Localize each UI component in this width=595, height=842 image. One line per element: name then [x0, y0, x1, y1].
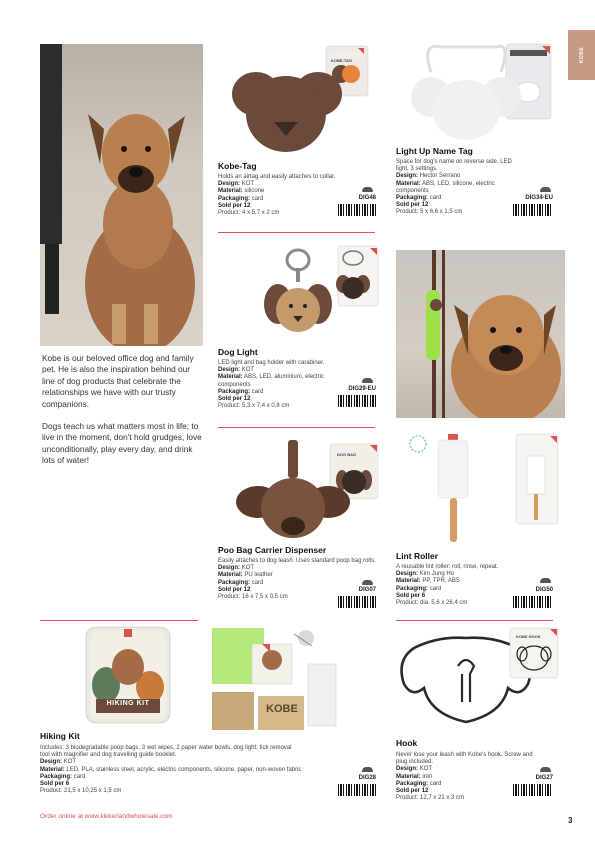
section-divider — [218, 232, 375, 233]
product-code: DIG29-EU — [348, 386, 376, 392]
barcode — [338, 204, 378, 216]
product-details: Easily attaches to dog leash. Uses standard poop bag rolls. Design: KOT Material: PU leather Packaging: card Sold per 12 Product: 16 x 7,5 x 0,5 cm — [218, 558, 376, 601]
product-title: Light Up Name Tag — [396, 146, 473, 156]
lint-roller-image — [396, 432, 561, 547]
intro-paragraph-2: Dogs teach us what matters most in life; to live in the moment, don't hold grudges, love unconditionally, play every day, and drink lots of water! — [42, 421, 202, 466]
barcode — [338, 395, 378, 407]
light-up-name-tag-image — [396, 42, 556, 142]
footer-order-link[interactable]: Order online at www.kikkerlandwholesale.com — [40, 813, 173, 820]
product-title: Hiking Kit — [40, 731, 80, 741]
package-label: KOBE — [266, 703, 298, 715]
shipping-icon — [362, 378, 373, 383]
product-code: DIG27 — [535, 775, 553, 781]
barcode — [338, 596, 378, 608]
product-title: Lint Roller — [396, 551, 439, 561]
kobe-hero-photo — [40, 44, 203, 346]
product-details: Never lose your leash with Kobe's hook. Screw and plug included. Design: KOT Material: iron Packaging: card Sold per 12 Product: 12,7 x 21 x 3 cm — [396, 752, 533, 802]
shipping-icon — [362, 767, 373, 772]
hiking-kit-contents-image — [208, 622, 373, 734]
product-details: LED light and bag holder with carabiner. Design: KOT Material: ABS, LED, aluminium, electric components Packaging: card Sold per 12 Product: 5,3 x 7,4 x 0,8 cm — [218, 360, 325, 410]
product-details: Includes: 3 biodegradable poop bags, 3 wet wipes, 2 paper water bowls, dog light, tick removal tool with magnifier and dog travelling guide booklet. Design: KOT Material: LED, PLA, stainless steel, acrylic, electric components, silicone, paper, non-woven fabric Packaging: card Sold per 6 Product: 21,5 x 10,25 x 1,5 cm — [40, 745, 302, 795]
product-code: DIG28 — [358, 775, 376, 781]
section-divider — [40, 620, 198, 621]
hook-image — [396, 626, 561, 734]
product-code: DIG07 — [358, 587, 376, 593]
package-label: HIKING KIT — [106, 700, 150, 707]
product-code: DIG34-EU — [525, 195, 553, 201]
product-title: Poo Bag Carrier Dispenser — [218, 545, 327, 555]
package-label: DOG BAG — [337, 452, 357, 457]
shipping-icon — [362, 187, 373, 192]
section-divider — [218, 427, 375, 428]
barcode — [513, 784, 553, 796]
product-title: Kobe-Tag — [218, 161, 257, 171]
shipping-icon — [540, 578, 551, 583]
barcode — [338, 784, 378, 796]
product-title: Dog Light — [218, 347, 258, 357]
package-label: KOBE-TAG — [331, 58, 353, 63]
barcode — [513, 204, 553, 216]
dog-with-bag-photo — [396, 250, 565, 418]
product-title: Hook — [396, 738, 418, 748]
dog-light-image — [218, 244, 383, 344]
product-code: DIG50 — [535, 587, 553, 593]
section-tab: KOBE — [568, 30, 595, 80]
intro-text — [42, 353, 202, 467]
kobe-tag-image — [218, 44, 383, 156]
product-details: Space for dog's name on reverse side. LED light, 3 settings. Design: Hector Serrano Material: ABS, LED, silicone, electric components Packaging: card Sold per 12 Product: 5 x 6,6 x 1,5 cm — [396, 159, 512, 216]
hiking-kit-image — [84, 625, 172, 725]
barcode — [513, 596, 553, 608]
page-number: 3 — [568, 816, 573, 825]
shipping-icon — [540, 767, 551, 772]
intro-paragraph-1: Kobe is our beloved office dog and family pet. He is also the inspiration behind our line of dog products that celebrate the relationships we have with our trusty companions. — [42, 353, 194, 409]
product-details: A reusable lint roller: roll, rinse, repeat. Design: Kim Jung Ho Material: PP, TPR, ABS Packaging: card Sold per 6 Product: dia. 5,6 x 26,4 cm — [396, 564, 499, 607]
product-details: Holds an airtag and easily attaches to collar. Design: KOT Material: silicone Packaging: card Sold per 12 Product: 4 x 5,7 x 2 cm — [218, 174, 336, 217]
poo-bag-carrier-image — [218, 440, 383, 540]
shipping-icon — [362, 580, 373, 585]
package-label: KOBE HOOK — [516, 634, 541, 639]
section-divider — [396, 620, 553, 621]
product-code: DIG48 — [358, 195, 376, 201]
shipping-icon — [540, 187, 551, 192]
